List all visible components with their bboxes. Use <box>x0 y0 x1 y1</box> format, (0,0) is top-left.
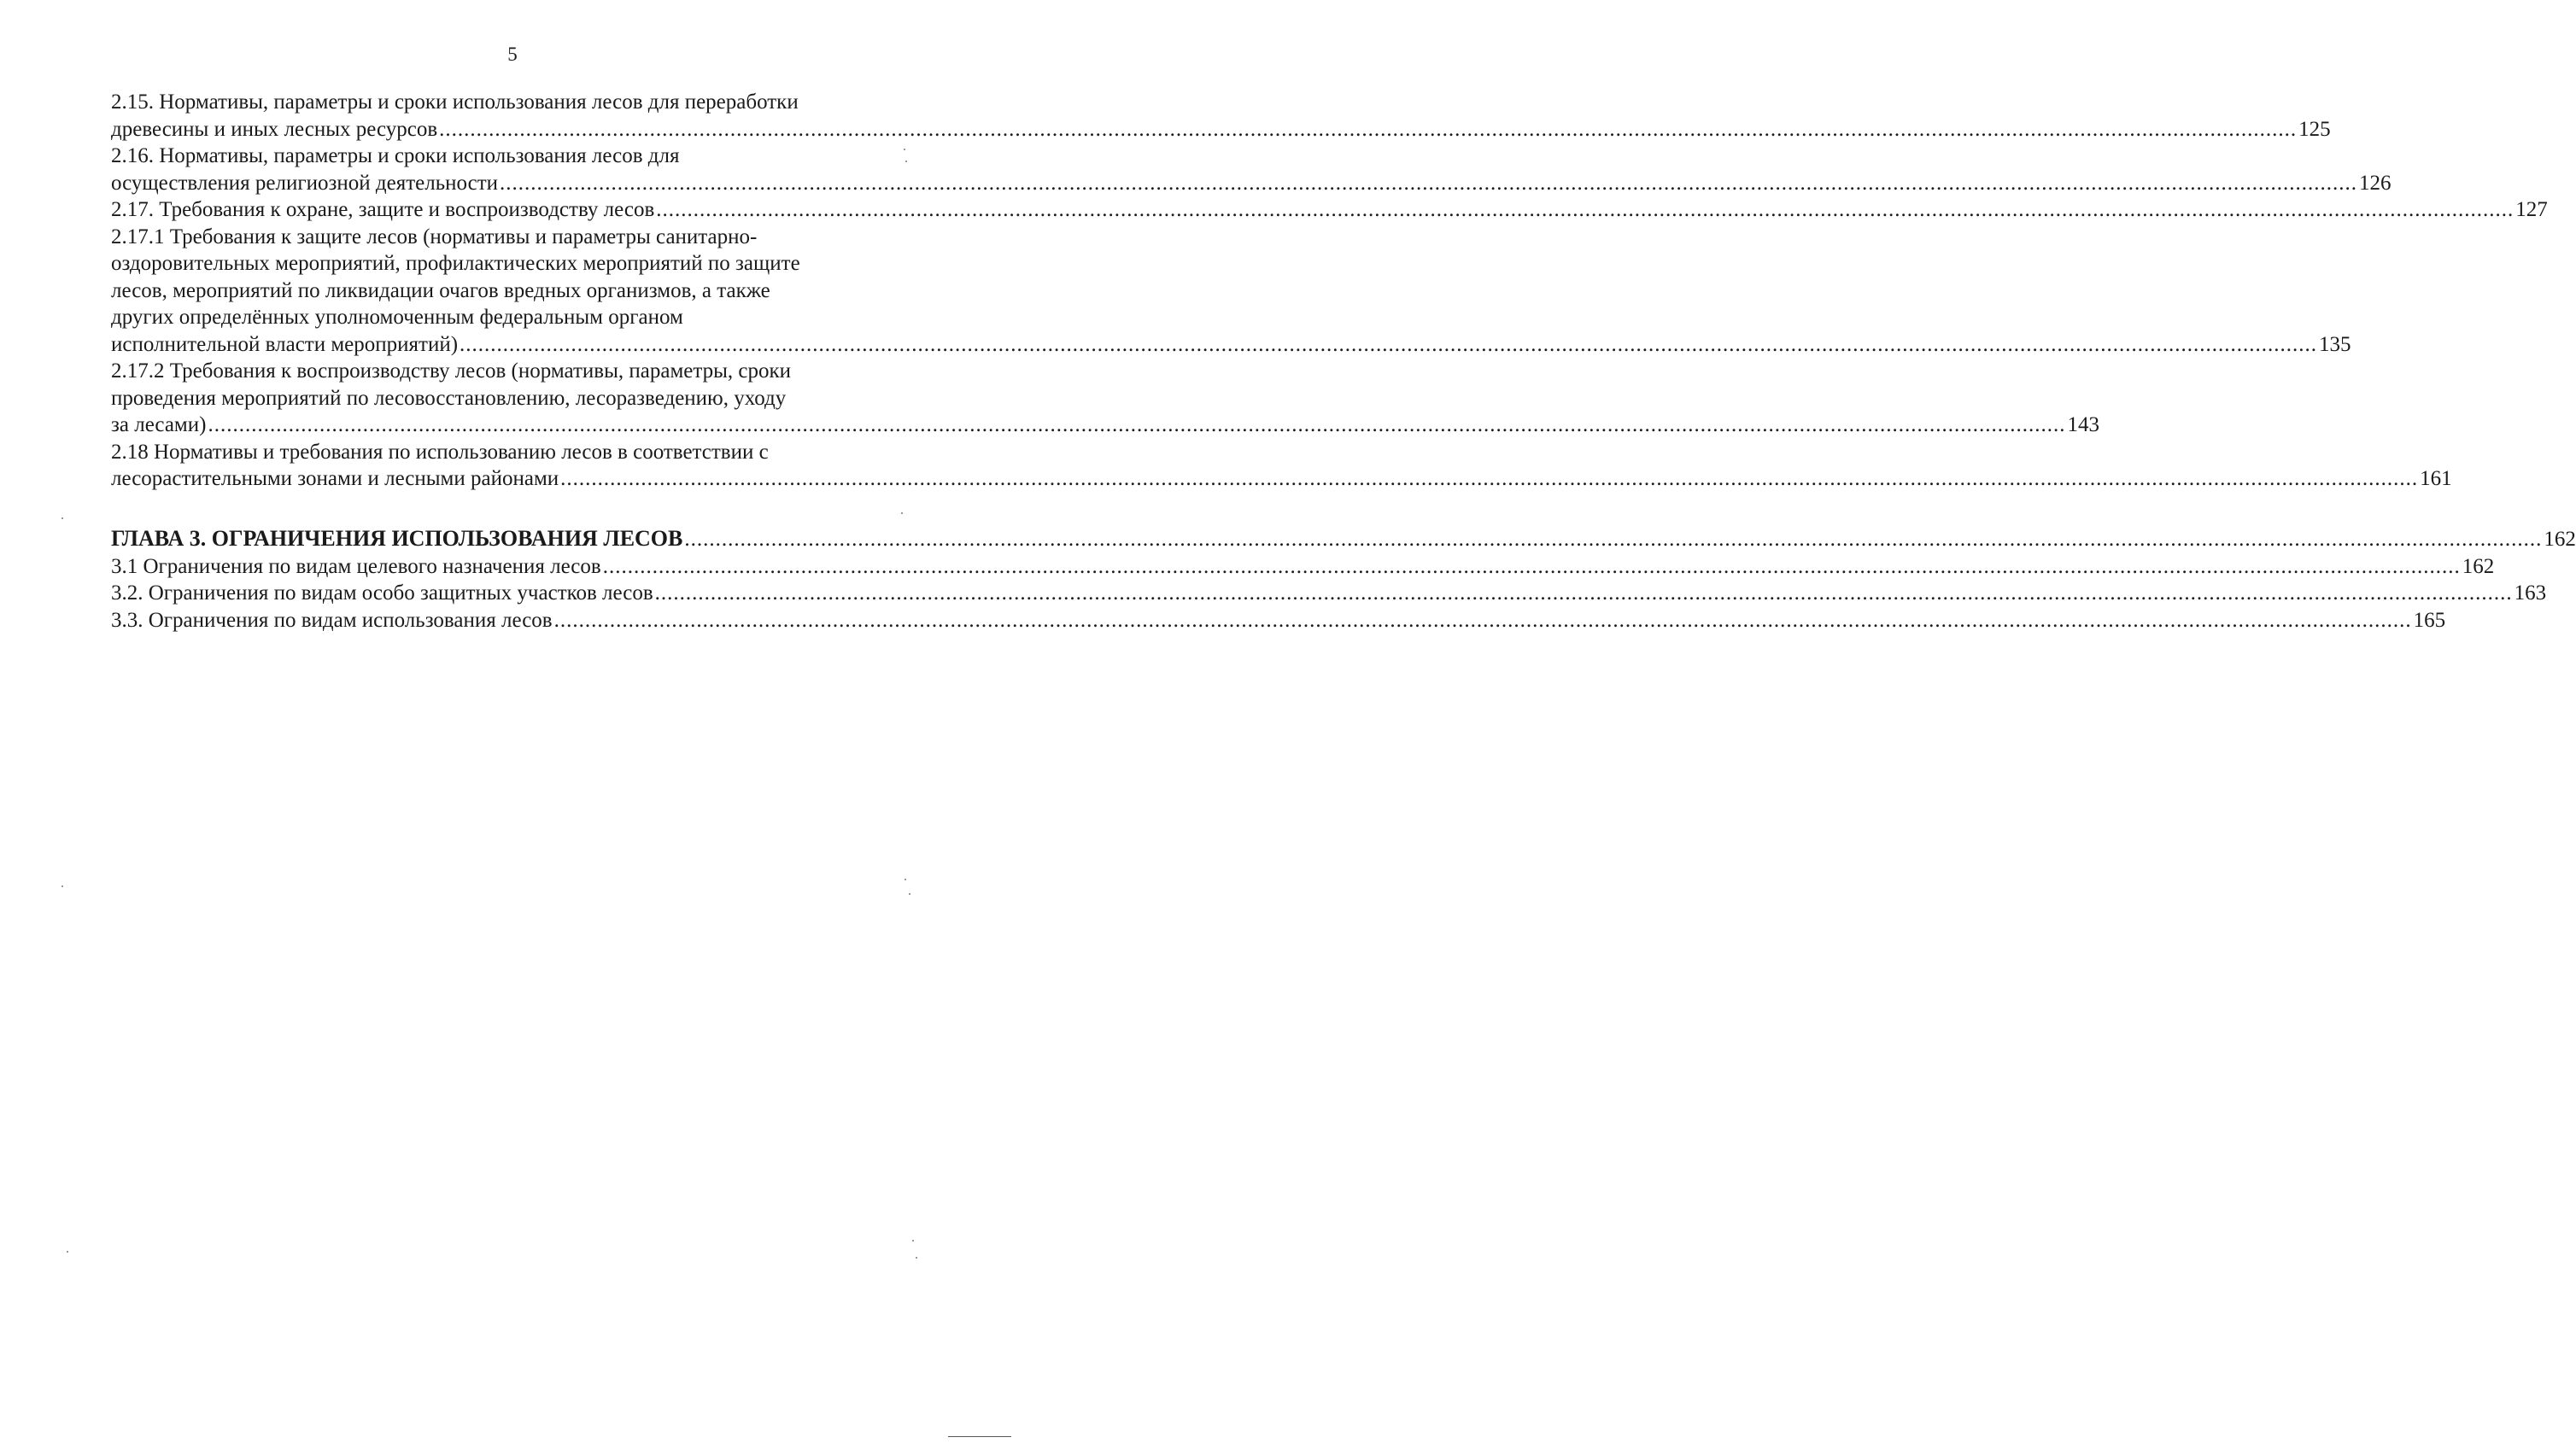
dot-leader: ............................................................................................................................................................................................................................................................................................................ <box>439 117 2298 141</box>
scan-speck <box>904 149 905 150</box>
toc-page-ref: 165 <box>2413 608 2446 632</box>
toc-chapter-3[interactable] <box>111 525 2576 553</box>
toc-entry-text-line: лесов, мероприятий по ликвидации очагов вредных организмов, а также <box>111 278 770 302</box>
toc-entry-text-line: 2.15. Нормативы, параметры и сроки использования лесов для переработки <box>111 91 799 114</box>
scan-edge-mark <box>948 1436 1011 1437</box>
chapter-title: ГЛАВА 3. ОГРАНИЧЕНИЯ ИСПОЛЬЗОВАНИЯ ЛЕСОВ <box>111 525 683 551</box>
toc-page-ref: 161 <box>2420 467 2452 490</box>
toc-entry-text-line: 3.1 Ограничения по видам целевого назначения лесов <box>111 554 601 578</box>
dot-leader: ............................................................................................................................................................................................................................................................................................................ <box>654 581 2513 605</box>
toc-entry-text-line: проведения мероприятий по лесовосстановлению, лесоразведению, уходу <box>111 386 787 410</box>
scan-speck <box>61 885 63 887</box>
toc-entry-text-line: оздоровительных мероприятий, профилактических мероприятий по защите <box>111 252 800 275</box>
toc-entry-2-17-1[interactable] <box>111 224 2351 359</box>
toc-entry-text-line: за лесами) <box>111 413 207 436</box>
toc-entry-3-2[interactable] <box>111 580 2547 607</box>
toc-entry-text-line: других определённых уполномоченным федеральным органом <box>111 306 683 329</box>
toc-entry-text-line: 2.18 Нормативы и требования по использованию лесов в соответствии с <box>111 440 769 464</box>
toc-page-ref: 162 <box>2544 527 2576 551</box>
page-number: 5 <box>507 44 518 65</box>
toc-entry-2-15[interactable] <box>111 89 2331 143</box>
scan-speck <box>67 1251 68 1253</box>
scan-speck <box>61 517 63 519</box>
dot-leader: ............................................................................................................................................................................................................................................................................................................ <box>684 527 2543 551</box>
toc-page-ref: 125 <box>2298 117 2331 141</box>
toc-entry-text-line: 2.16. Нормативы, параметры и сроки использования лесов для <box>111 144 680 167</box>
toc-entry-text-line: 3.2. Ограничения по видам особо защитных участков лесов <box>111 581 653 605</box>
dot-leader: ............................................................................................................................................................................................................................................................................................................ <box>656 198 2515 221</box>
toc-page-ref: 163 <box>2514 581 2547 605</box>
dot-leader: ............................................................................................................................................................................................................................................................................................................ <box>460 332 2318 356</box>
toc-page-ref: 127 <box>2515 198 2548 221</box>
toc-entry-text-line: осуществления религиозной деятельности <box>111 171 499 195</box>
toc-entry-3-1[interactable] <box>111 553 2495 581</box>
scan-speck <box>905 879 906 880</box>
toc-page-ref: 126 <box>2359 171 2392 195</box>
toc-entry-2-16[interactable] <box>111 143 2392 196</box>
dot-leader: ............................................................................................................................................................................................................................................................................................................ <box>500 171 2358 195</box>
scan-speck <box>912 1240 914 1242</box>
toc-page-ref: 135 <box>2319 332 2351 356</box>
scan-speck <box>905 161 907 162</box>
toc-entry-text-line: исполнительной власти мероприятий) <box>111 332 459 356</box>
toc-entry-2-18[interactable] <box>111 439 2452 493</box>
toc-entry-3-3[interactable] <box>111 607 2446 634</box>
dot-leader: ............................................................................................................................................................................................................................................................................................................ <box>208 413 2066 436</box>
toc-entry-2-17[interactable] <box>111 196 2548 224</box>
dot-leader: ............................................................................................................................................................................................................................................................................................................ <box>602 554 2461 578</box>
table-of-contents <box>111 89 2576 634</box>
scan-speck <box>901 512 903 514</box>
toc-entry-text-line: 2.17.2 Требования к воспроизводству лесов (нормативы, параметры, сроки <box>111 359 792 383</box>
scan-speck <box>909 893 910 895</box>
toc-entry-text-line: лесорастительными зонами и лесными районами <box>111 467 559 490</box>
dot-leader: ............................................................................................................................................................................................................................................................................................................ <box>553 608 2412 632</box>
toc-entry-text-line: древесины и иных лесных ресурсов <box>111 117 438 141</box>
dot-leader: ............................................................................................................................................................................................................................................................................................................ <box>560 467 2419 490</box>
toc-entry-text-line: 2.17. Требования к охране, защите и воспроизводству лесов <box>111 198 655 221</box>
scan-speck <box>916 1257 917 1259</box>
toc-page-ref: 143 <box>2067 413 2099 436</box>
toc-entry-text-line: 2.17.1 Требования к защите лесов (нормативы и параметры санитарно- <box>111 225 758 248</box>
toc-entry-2-17-2[interactable] <box>111 358 2099 439</box>
toc-page-ref: 162 <box>2462 554 2495 578</box>
toc-entry-text-line: 3.3. Ограничения по видам использования лесов <box>111 608 553 632</box>
